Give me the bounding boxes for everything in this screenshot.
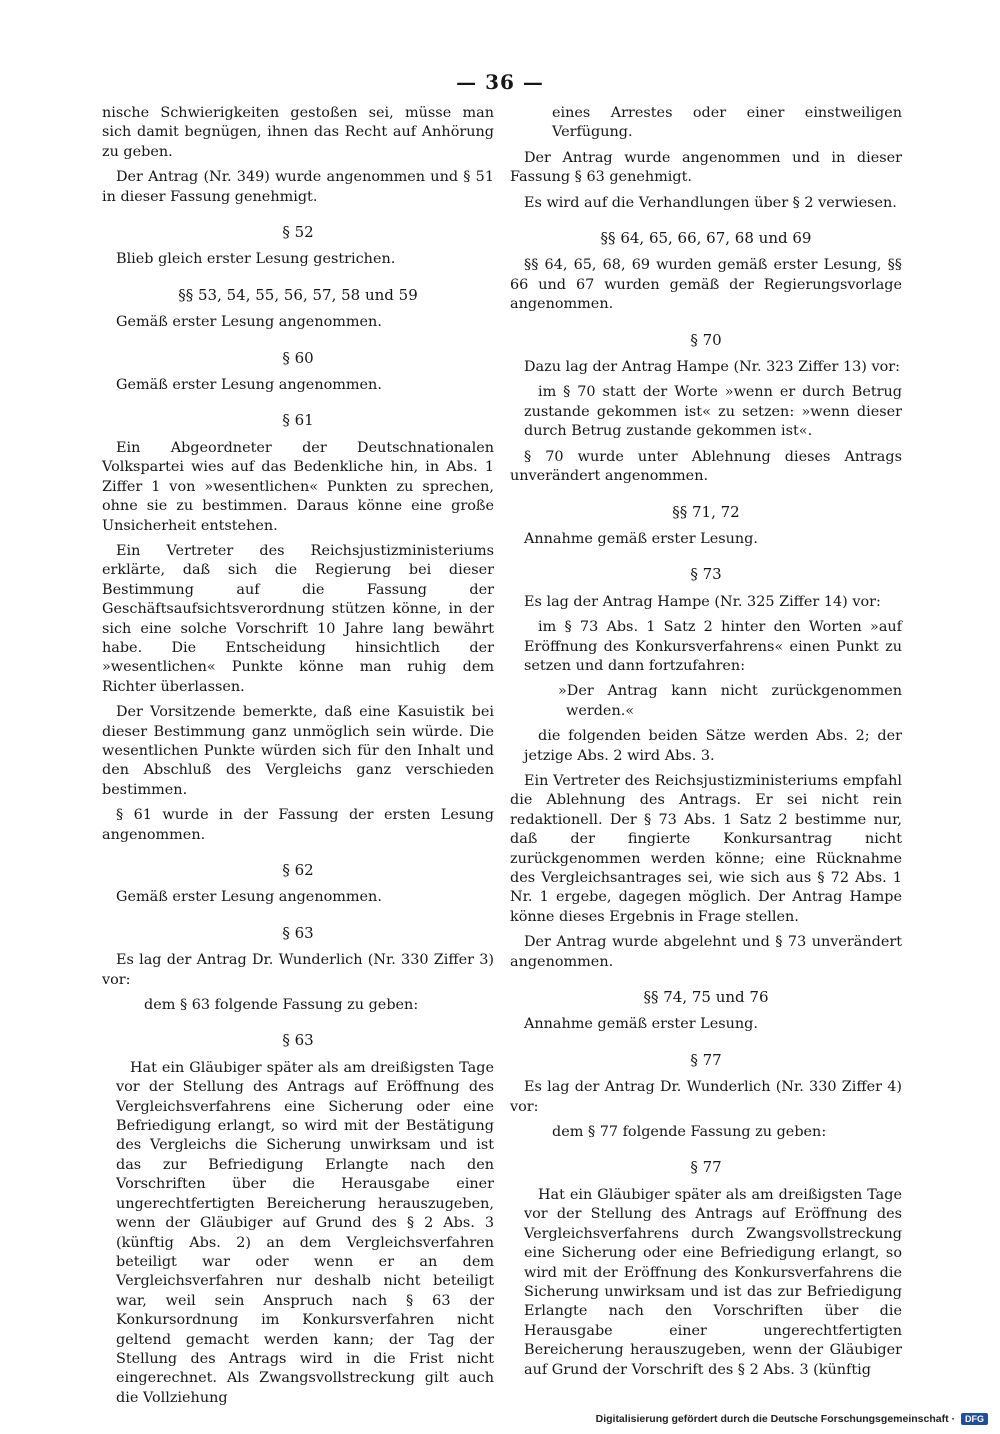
paragraph: Ein Abgeordneter der Deutschnationalen Volkspartei wies auf das Bedenkliche hin, in Abs. 1 Ziffer 1 von »wesentlichen« Punkten zu sprechen, ohne sie zu bestimmen. Daraus könne eine große Unsicherheit entstehen. <box>102 439 494 534</box>
paragraph: § 70 wurde unter Ablehnung dieses Antrags unverändert angenommen. <box>510 448 902 485</box>
paragraph: Ein Vertreter des Reichsjustizministeriums empfahl die Ablehnung des Antrags. Er sei nicht rein redaktionell. Der § 73 Abs. 1 Satz 2 bestimme nur, daß der fingierte Konkursantrag nicht zurückgenommen werden könne; eine Rücknahme des Vergleichsantrages sei, wie sich aus § 72 Abs. 1 Nr. 1 ergebe, dagegen möglich. Der Antrag Hampe könne dieses Ergebnis in Frage stellen. <box>510 772 902 925</box>
paragraph: Gemäß erster Lesung angenommen. <box>116 377 382 394</box>
section-heading: § 52 <box>282 223 314 242</box>
footer <box>596 1413 988 1425</box>
section-heading: § 62 <box>282 861 314 879</box>
paragraph: Der Antrag (Nr. 349) wurde angenommen und § 51 in dieser Fassung genehmigt. <box>102 169 494 205</box>
paragraph: Hat ein Gläubiger später als am dreißigsten Tage vor der Stellung des Antrags auf Eröffnung des Vergleichsverfahrens eine Sicherung oder eine Befriedigung erlangt, so wird mit der Bestätigung des Vergleichs die Sicherung unwirksam und ist das zur Befriedigung Erlangte nach den Vorschriften über die Herausgabe einer ungerechtfertigten Bereicherung herauszugeben, wenn der Gläubiger auf Grund des § 2 Abs. 3 (künftig Abs. 2) an dem Vergleichsverfahren beteiligt war oder wenn er an dem Vergleichsverfahren nur deshalb nicht beteiligt war, weil sein Anspruch nach § 63 der Konkursordnung im Konkursverfahren nicht geltend gemacht werden kann; der Tag der Stellung des Antrags wird in die Frist nicht eingerechnet. Als Zwangsvollstreckung gilt auch die Vollziehung <box>116 1059 494 1406</box>
paragraph: Der Vorsitzende bemerkte, daß eine Kasuistik bei dieser Bestimmung ganz unmöglich sein würde. Die wesentlichen Punkte würden sich für den Inhalt und den Abschluß des Vergleichs ganz verschieden bestimmen. <box>102 704 494 798</box>
paragraph: Dazu lag der Antrag Hampe (Nr. 323 Ziffer 13) vor: <box>524 359 900 376</box>
left-column <box>102 104 494 1414</box>
footer-text: Digitalisierung gefördert durch die Deutsche Forschungsgemeinschaft · <box>595 1413 955 1425</box>
paragraph: Es lag der Antrag Hampe (Nr. 325 Ziffer 14) vor: <box>524 593 881 610</box>
section-heading: § 70 <box>690 330 722 349</box>
section-heading: § 61 <box>282 411 314 430</box>
paragraph: Ein Vertreter des Reichsjustizministeriums erklärte, daß sich die Regierung bei dieser Bestimmung auf die Fassung der Geschäftsaufsichtsverordnung stützen könne, in der sich eine solche Vorschrift 10 Jahre lang bewährt habe. Die Entscheidung hinsichtlich der »wesentlichen« Punkte könne man ruhig dem Richter überlassen. <box>102 542 494 695</box>
paragraph: Hat ein Gläubiger später als am dreißigsten Tage vor der Stellung des Antrags auf Eröffnung des Vergleichsverfahrens durch Zwangsvollstreckung eine Sicherung oder eine Befriedigung erlangt, so wird mit der Eröffnung des Konkursverfahrens die Sicherung unwirksam und ist das zur Befriedigung Erlangte nach den Vorschriften über die Herausgabe einer ungerechtfertigten Bereicherung herauszugeben, wenn der Gläubiger auf Grund der Vorschrift des § 2 Abs. 3 (künftig <box>524 1186 902 1378</box>
section-heading: §§ 53, 54, 55, 56, 57, 58 und 59 <box>178 285 418 304</box>
paragraph: Blieb gleich erster Lesung gestrichen. <box>116 251 396 268</box>
section-heading: §§ 74, 75 und 76 <box>643 988 769 1007</box>
paragraph: dem § 77 folgende Fassung zu geben: <box>552 1124 827 1141</box>
section-heading: §§ 71, 72 <box>672 502 740 521</box>
paragraph: im § 70 statt der Worte »wenn er durch Betrug zustande gekommen ist« zu setzen: »wenn dieser durch Betrug zustande gekommen ist«. <box>524 384 902 440</box>
paragraph: §§ 64, 65, 68, 69 wurden gemäß erster Lesung, §§ 66 und 67 wurden gemäß der Regierungsvorlage angenommen. <box>510 257 902 313</box>
paragraph: dem § 63 folgende Fassung zu geben: <box>144 997 419 1014</box>
paragraph: die folgenden beiden Sätze werden Abs. 2; der jetzige Abs. 2 wird Abs. 3. <box>524 728 902 764</box>
section-heading: § 77 <box>690 1158 722 1177</box>
section-heading: § 63 <box>282 1031 314 1050</box>
section-heading: §§ 64, 65, 66, 67, 68 und 69 <box>600 229 812 248</box>
paragraph: Gemäß erster Lesung angenommen. <box>116 889 382 906</box>
right-column <box>510 104 902 1386</box>
paragraph: eines Arrestes oder einer einstweiligen Verfügung. <box>552 105 902 141</box>
paragraph: Es lag der Antrag Dr. Wunderlich (Nr. 330 Ziffer 4) vor: <box>510 1079 902 1115</box>
paragraph: Es wird auf die Verhandlungen über § 2 verwiesen. <box>524 194 897 211</box>
section-heading: § 77 <box>690 1050 722 1069</box>
section-heading: § 60 <box>282 348 314 367</box>
paragraph: im § 73 Abs. 1 Satz 2 hinter den Worten »auf Eröffnung des Konkursverfahrens« einen Punkt zu setzen und dann fortzufahren: <box>524 619 902 674</box>
paragraph: § 61 wurde in der Fassung der ersten Lesung angenommen. <box>102 807 494 843</box>
paragraph: Es lag der Antrag Dr. Wunderlich (Nr. 330 Ziffer 3) vor: <box>102 952 494 988</box>
paragraph: »Der Antrag kann nicht zurückgenommen werden.« <box>558 683 902 719</box>
section-heading: § 63 <box>282 923 314 942</box>
page-number: — 36 — <box>456 70 544 94</box>
dfg-logo: DFG <box>961 1413 988 1425</box>
section-heading: § 73 <box>690 565 722 584</box>
paragraph: Annahme gemäß erster Lesung. <box>524 530 758 547</box>
paragraph: Der Antrag wurde angenommen und in dieser Fassung § 63 genehmigt. <box>510 149 902 186</box>
paragraph: nische Schwierigkeiten gestoßen sei, müsse man sich damit begnügen, ihnen das Recht auf Anhörung zu geben. <box>102 105 494 160</box>
paragraph: Gemäß erster Lesung angenommen. <box>116 314 382 331</box>
paragraph: Der Antrag wurde abgelehnt und § 73 unverändert angenommen. <box>510 934 902 970</box>
paragraph: Annahme gemäß erster Lesung. <box>524 1016 758 1033</box>
